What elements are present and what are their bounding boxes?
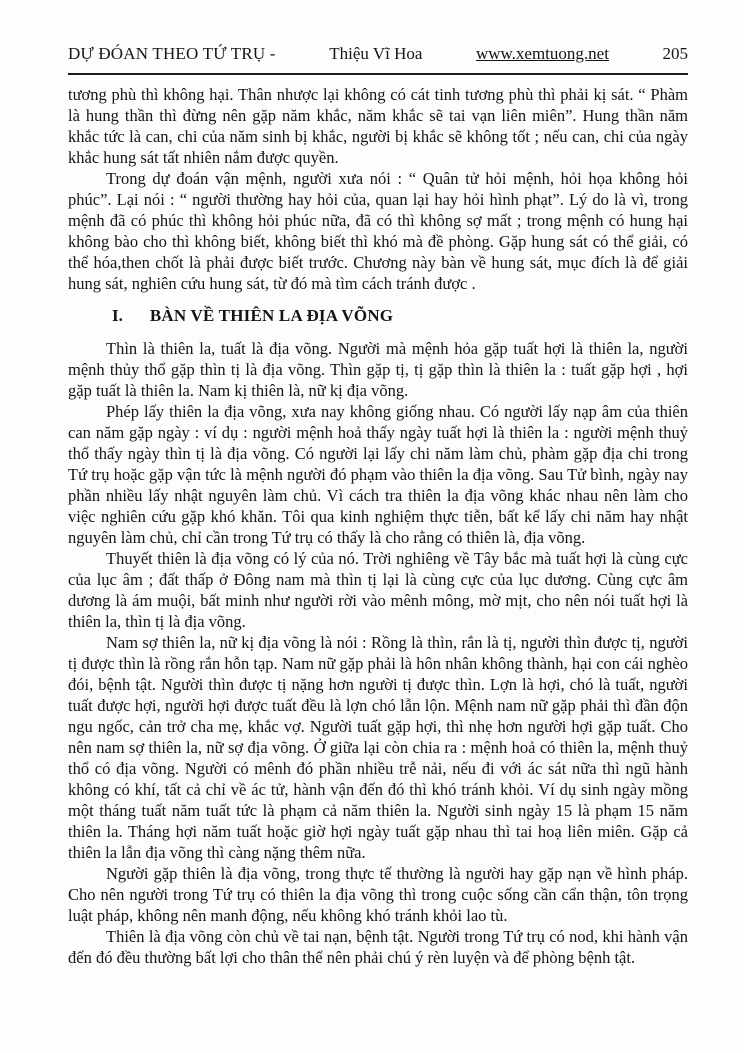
website-link[interactable]: www.xemtuong.net (475, 44, 609, 63)
section-heading (68, 305, 688, 326)
page-header (68, 44, 688, 64)
paragraph-3: Thìn là thiên la, tuất là địa võng. Người mà mệnh hỏa gặp tuất hợi là thiên la, người mệnh thủy thổ gặp thìn tị là địa võng. Thìn gặp tị, tị gặp thìn là thiên la : tuất gặp hợi , hợi gặp tuất là thiên la. Nam kị thiên là, nữ kị địa võng. (68, 339, 688, 400)
author-name: Thiệu Vĩ Hoa (329, 44, 423, 63)
page-number: 205 (662, 44, 688, 63)
page-body (68, 84, 688, 968)
header-divider (68, 73, 688, 75)
paragraph-4: Phép lấy thiên la địa võng, xưa nay không giống nhau. Có người lấy nạp âm của thiên can năm gặp ngày : ví dụ : người mệnh hoả thấy ngày tuất hợi là thiên la : người mệnh thuỷ thổ thấy ngày thìn tị là địa võng. Có người lại lấy chi năm làm chủ, phàm gặp địa chi trong Tứ trụ hoặc gặp vận tức là mệnh người đó phạm vào thiên la địa võng. Sau Tử bình, ngày nay phần nhiều lấy nhật nguyên làm chủ. Vì cách tra thiên la địa võng khác nhau nên làm cho việc nghiên cứu gặp khó khăn. Tôi qua kinh nghiệm thực tiễn, bất kể lấy chi năm hay nhật nguyên làm chủ, chỉ cần trong Tứ trụ có thấy là cho rằng có thiên là, địa võng. (68, 402, 688, 547)
paragraph-8: Thiên là địa võng còn chủ về tai nạn, bệnh tật. Người trong Tứ trụ có nod, khi hành vận đến đó đều thường bất lợi cho thân thể nên phải chú ý rèn luyện và để phòng bệnh tật. (68, 927, 688, 967)
section-numeral: I. (112, 306, 123, 325)
paragraph-5: Thuyết thiên là địa võng có lý của nó. Trời nghiêng về Tây bắc mà tuất hợi là cùng cực của lục âm ; đất thấp ở Đông nam mà thìn tị lại là cùng cực của lục dương. Cùng cực âm dương là ám muội, bất minh như người rời vào mênh mông, mờ mịt, cho nên nói tuất hợi là thiên la, thìn tị là địa võng. (68, 549, 688, 631)
section-title: BÀN VỀ THIÊN LA ĐỊA VÕNG (149, 306, 394, 325)
paragraph-6: Nam sợ thiên la, nữ kị địa võng là nói : Rồng là thìn, rắn là tị, người thìn được tị, người tị được thìn là rồng rắn hỗn tạp. Nam nữ gặp phải là hôn nhân không thành, hại con cái nghèo đói, bệnh tật. Người thìn được tị nặng hơn người tị được thìn. Lợn là hợi, chó là tuất, người tuất được hợi, người hợi được tuất đều là lợn chó lẫn lộn. Mệnh nam nữ gặp phải thì đần độn ngu ngốc, cản trở cha mẹ, khắc vợ. Người tuất gặp hợi, thì nhẹ hơn người hợi gặp tuất. Cho nên nam sợ thiên la, nữ sợ địa võng. Ở giữa lại còn chia ra : mệnh hoả có thiên la, mệnh thuỷ thổ có địa võng. Người có mênh đó phần nhiều trễ nải, nếu đi với ác sát nữa thì ngũ hành không có khí, tất cả chỉ về ác tử, hành vận đến đó thì khó tránh khỏi. Ví dụ sinh ngày mồng một tháng tuất năm tuất tức là phạm cả năm thiên la. Người sinh ngày 15 là phạm 15 năm thiên la. Tháng hợi năm tuất hoặc giờ hợi ngày tuất gặp nhau thì tai hoạ liên miên. Gặp cả thiên la lẫn địa võng thì càng nặng thêm nữa. (68, 633, 688, 862)
paragraph-2: Trong dự đoán vận mệnh, người xưa nói : “ Quân tử hỏi mệnh, hỏi họa không hỏi phúc”. Lại nói : “ người thường hay hỏi của, quan lại hay hỏi hình phạt”. Lý do là vì, trong mệnh đã có phúc thì không hỏi phúc nữa, đã có thì không sợ mất ; trong mệnh có hung hại không bào cho thì không biết, không biết thì khó mà đề phòng. Gặp hung sát có thể giải, có thể hóa,then chốt là phải được biết trước. Chương này bàn về hung sát, mục đích là để giải hung sát, nghiên cứu hung sát, từ đó mà tìm cách tránh được . (68, 169, 688, 293)
paragraph-7: Người gặp thiên là địa võng, trong thực tế thường là người hay gặp nạn về hình pháp. Cho nên người trong Tứ trụ có thiên la địa võng thì trong cuộc sống cần cẩn thận, tôn trọng luật pháp, không nên manh động, nếu không khó tránh khỏi lao tù. (68, 864, 688, 925)
book-title: DỰ ĐÓAN THEO TỨ TRỤ - (68, 44, 276, 63)
paragraph-1: tương phù thì không hại. Thân nhược lại không có cát tinh tương phù thì phải kị sát. “ Phàm là hung thần thì đừng nên gặp năm khắc, năm khắc sẽ tai vạn liên miên”. Hung thần năm khắc tức là can, chi của năm sinh bị khắc, người bị khắc sẽ không tốt ; nếu can, chi của ngày khắc hung sát tất nhiên nắm được quyền. (68, 85, 688, 167)
